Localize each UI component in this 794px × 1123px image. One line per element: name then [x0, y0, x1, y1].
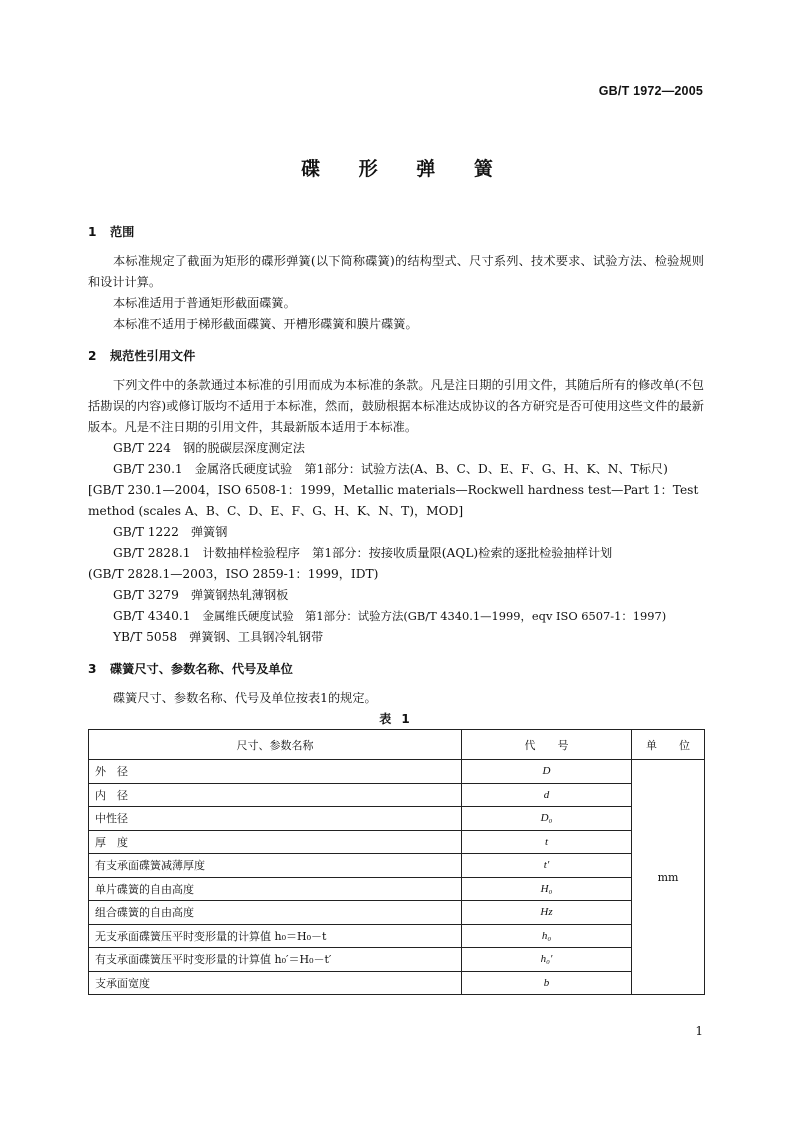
section-1-heading — [88, 222, 704, 242]
ref-title: 弹簧钢、工具钢冷轧钢带 — [189, 630, 324, 644]
table-header-row — [89, 730, 705, 760]
table-row — [89, 948, 705, 972]
ref-gbt224 — [88, 438, 704, 459]
param-name: 无支承面碟簧压平时变形量的计算值 h₀＝H₀－t — [89, 924, 462, 948]
table-row — [89, 924, 705, 948]
table-row — [89, 783, 705, 807]
page-number: 1 — [695, 1024, 703, 1038]
header-name: 尺寸、参数名称 — [89, 730, 462, 760]
ref-gbt230-1 — [88, 459, 704, 480]
section-1-title: 范围 — [110, 225, 135, 239]
param-name: 组合碟簧的自由高度 — [89, 901, 462, 925]
section-1-para-3: 本标准不适用于梯形截面碟簧、开槽形碟簧和膜片碟簧。 — [113, 317, 418, 331]
section-1-para-2: 本标准适用于普通矩形截面碟簧。 — [113, 296, 296, 310]
table-row — [89, 854, 705, 878]
ref-code: YB/T 5058 — [113, 630, 178, 644]
param-symbol: D₀ — [462, 807, 632, 831]
section-3-intro: 碟簧尺寸、参数名称、代号及单位按表1的规定。 — [113, 691, 377, 705]
ref-title: 金属维氏硬度试验 第1部分：试验方法(GB/T 4340.1—1999，eqv ISO 6507-1：1997) — [202, 609, 667, 623]
ref-gbt2828-1-equivalence: (GB/T 2828.1—2003，ISO 2859-1：1999，IDT) — [88, 567, 379, 581]
section-1-number: 1 — [88, 225, 97, 239]
param-symbol: t — [462, 830, 632, 854]
ref-title: 钢的脱碳层深度测定法 — [183, 441, 305, 455]
param-symbol: D — [462, 760, 632, 784]
param-symbol: d — [462, 783, 632, 807]
table-row — [89, 830, 705, 854]
param-symbol: h₀′ — [462, 948, 632, 972]
ref-code: GB/T 230.1 — [113, 462, 183, 476]
ref-gbt230-1-equivalence: [GB/T 230.1—2004，ISO 6508-1：1999，Metallic materials—Rockwell hardness test—Part 1：Test method (scales A、B、C、D、E、F、G、H、K、N、T)，MOD] — [88, 483, 699, 518]
param-name: 厚 度 — [89, 830, 462, 854]
param-symbol: H₀ — [462, 877, 632, 901]
ref-title: 弹簧钢 — [190, 525, 228, 539]
ref-title: 弹簧钢热轧薄钢板 — [190, 588, 289, 602]
ref-gbt2828-1 — [88, 543, 704, 564]
table-row — [89, 971, 705, 995]
section-1-para-1: 本标准规定了截面为矩形的碟形弹簧(以下简称碟簧)的结构型式、尺寸系列、技术要求、试验方法、检验规则和设计计算。 — [88, 254, 704, 289]
document-title: 碟 形 弹 簧 — [301, 158, 509, 180]
table-row — [89, 760, 705, 784]
table-caption: 表 1 — [379, 712, 413, 726]
document-body — [88, 222, 704, 995]
param-symbol: b — [462, 971, 632, 995]
table-row — [89, 807, 705, 831]
ref-title: 计数抽样检验程序 第1部分：按接收质量限(AQL)检索的逐批检验抽样计划 — [202, 546, 613, 560]
section-3-number: 3 — [88, 662, 97, 676]
param-name: 有支承面碟簧减薄厚度 — [89, 854, 462, 878]
ref-ybt5058 — [88, 627, 704, 648]
ref-gbt4340-1 — [88, 606, 704, 627]
ref-gbt3279 — [88, 585, 704, 606]
ref-code: GB/T 3279 — [113, 588, 179, 602]
param-symbol: Hz — [462, 901, 632, 925]
header-unit: 单 位 — [632, 730, 705, 760]
param-name: 外 径 — [89, 760, 462, 784]
param-symbol: t′ — [462, 854, 632, 878]
param-name: 有支承面碟簧压平时变形量的计算值 h₀′＝H₀－t′ — [89, 948, 462, 972]
table-row — [89, 901, 705, 925]
spec-table — [88, 729, 705, 995]
ref-code: GB/T 224 — [113, 441, 172, 455]
ref-gbt1222 — [88, 522, 704, 543]
standard-number: GB/T 1972—2005 — [598, 84, 703, 98]
section-3-heading — [88, 659, 704, 679]
param-symbol: h₀ — [462, 924, 632, 948]
section-3-title: 碟簧尺寸、参数名称、代号及单位 — [110, 662, 293, 676]
ref-code: GB/T 4340.1 — [113, 609, 191, 623]
table-row — [89, 877, 705, 901]
section-2-intro: 下列文件中的条款通过本标准的引用而成为本标准的条款。凡是注日期的引用文件，其随后所有的修改单(不包括勘误的内容)或修订版均不适用于本标准，然而，鼓励根据本标准达成协议的各方研究是否可使用这些文件的最新版本。凡是不注日期的引用文件，其最新版本适用于本标准。 — [88, 378, 704, 434]
header-symbol: 代 号 — [462, 730, 632, 760]
section-2-heading — [88, 346, 704, 366]
ref-title: 金属洛氏硬度试验 第1部分：试验方法(A、B、C、D、E、F、G、H、K、N、T标尺) — [194, 462, 668, 476]
param-name: 支承面宽度 — [89, 971, 462, 995]
ref-code: GB/T 1222 — [113, 525, 179, 539]
param-name: 单片碟簧的自由高度 — [89, 877, 462, 901]
param-name: 内 径 — [89, 783, 462, 807]
ref-code: GB/T 2828.1 — [113, 546, 191, 560]
section-2-number: 2 — [88, 349, 97, 363]
param-name: 中性径 — [89, 807, 462, 831]
section-2-title: 规范性引用文件 — [110, 349, 196, 363]
unit-cell: mm — [632, 760, 705, 995]
